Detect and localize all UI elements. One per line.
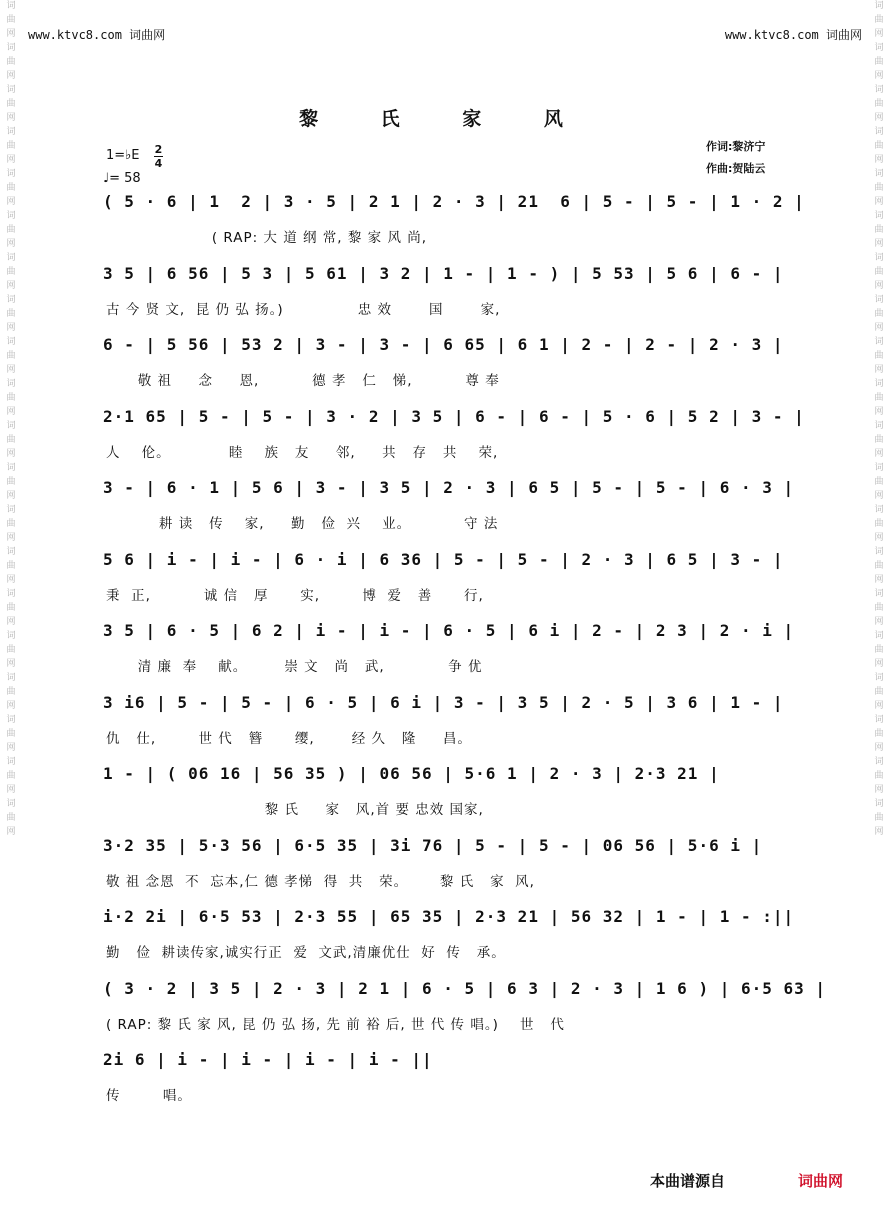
lyricist-credit: 作词:黎济宁 xyxy=(706,140,766,153)
watermark-char: 词 xyxy=(6,463,16,473)
watermark-char: 曲 xyxy=(6,351,16,361)
watermark-char: 词 xyxy=(6,547,16,557)
watermark-char: 网 xyxy=(6,701,16,711)
time-signature xyxy=(154,144,163,169)
watermark-char: 曲 xyxy=(6,603,16,613)
watermark-char: 网 xyxy=(6,407,16,417)
lyric-row: ( RAP: 黎 氏 家 风, 昆 仍 弘 扬, 先 前 裕 后, 世 代 传 唱。) 世 代 xyxy=(106,1017,565,1033)
watermark-char: 网 xyxy=(6,197,16,207)
watermark-char: 曲 xyxy=(874,435,884,445)
watermark-char: 词 xyxy=(6,715,16,725)
watermark-char: 网 xyxy=(6,491,16,501)
key-signature: 1=♭E xyxy=(106,148,140,163)
watermark-char: 词 xyxy=(874,379,884,389)
lyric-row: 人 伦。 睦 族 友 邻, 共 存 共 荣, xyxy=(106,445,499,461)
watermark-char: 词 xyxy=(6,337,16,347)
watermark-char: 网 xyxy=(874,743,884,753)
watermark-char: 曲 xyxy=(874,183,884,193)
watermark-char: 曲 xyxy=(6,729,16,739)
watermark-char: 词 xyxy=(6,85,16,95)
watermark-char: 网 xyxy=(874,71,884,81)
watermark-char: 词 xyxy=(874,463,884,473)
watermark-char: 网 xyxy=(874,449,884,459)
watermark-char: 词 xyxy=(874,799,884,809)
watermark-char: 曲 xyxy=(6,225,16,235)
watermark-char: 词 xyxy=(874,85,884,95)
notation-row: 3 - | 6 · 1 | 5 6 | 3 - | 3 5 | 2 · 3 | 6 5 | 5 - | 5 - | 6 · 3 | xyxy=(103,478,795,497)
watermark-char: 词 xyxy=(6,379,16,389)
watermark-char: 网 xyxy=(6,365,16,375)
watermark-char: 词 xyxy=(874,169,884,179)
watermark-char: 网 xyxy=(874,239,884,249)
watermark-char: 词 xyxy=(874,505,884,515)
watermark-char: 曲 xyxy=(6,477,16,487)
watermark-char: 网 xyxy=(874,533,884,543)
watermark-char: 词 xyxy=(6,43,16,53)
watermark-char: 曲 xyxy=(874,561,884,571)
lyric-row: ( RAP: 大 道 纲 常, 黎 家 风 尚, xyxy=(106,230,428,246)
watermark-char: 曲 xyxy=(874,729,884,739)
lyric-row: 耕 读 传 家, 勤 俭 兴 业。 守 法 xyxy=(106,516,499,532)
watermark-char: 词 xyxy=(874,589,884,599)
watermark-char: 网 xyxy=(874,29,884,39)
footer-brand: 词曲网 xyxy=(798,1172,844,1190)
watermark-char: 网 xyxy=(6,281,16,291)
watermark-char: 网 xyxy=(874,827,884,837)
watermark-char: 曲 xyxy=(874,519,884,529)
watermark-char: 曲 xyxy=(874,225,884,235)
watermark-char: 词 xyxy=(874,631,884,641)
watermark-char: 曲 xyxy=(6,645,16,655)
lyric-row: 清 廉 奉 献。 崇 文 尚 武, 争 优 xyxy=(106,659,483,675)
watermark-char: 曲 xyxy=(874,687,884,697)
watermark-char: 词 xyxy=(6,799,16,809)
notation-row: 3 i6 | 5 - | 5 - | 6 · 5 | 6 i | 3 - | 3 5 | 2 · 5 | 3 6 | 1 - | xyxy=(103,693,784,712)
time-signature-top: 2 xyxy=(154,143,163,156)
watermark-char: 词 xyxy=(6,505,16,515)
lyric-row: 传 唱。 xyxy=(106,1088,192,1104)
notation-row: 2i 6 | i - | i - | i - | i - || xyxy=(103,1050,433,1069)
notation-row: ( 5 · 6 | 1 2 | 3 · 5 | 2 1 | 2 · 3 | 21 6 | 5 - | 5 - | 1 · 2 | xyxy=(103,192,805,211)
notation-row: 3 5 | 6 56 | 5 3 | 5 61 | 3 2 | 1 - | 1 - ) | 5 53 | 5 6 | 6 - | xyxy=(103,264,784,283)
watermark-char: 曲 xyxy=(874,141,884,151)
tempo-marking: ♩= 58 xyxy=(103,171,141,186)
header-site-left: www.ktvc8.com 词曲网 xyxy=(28,28,166,42)
watermark-char: 网 xyxy=(874,365,884,375)
watermark-right-column xyxy=(868,0,890,1218)
lyric-row: 敬 祖 念 恩, 德 孝 仁 悌, 尊 奉 xyxy=(106,373,500,389)
watermark-char: 词 xyxy=(6,631,16,641)
watermark-char: 词 xyxy=(874,673,884,683)
watermark-char: 曲 xyxy=(874,603,884,613)
watermark-char: 曲 xyxy=(6,435,16,445)
watermark-char: 曲 xyxy=(874,645,884,655)
watermark-char: 曲 xyxy=(6,687,16,697)
time-signature-bottom: 4 xyxy=(154,157,163,170)
watermark-char: 词 xyxy=(874,421,884,431)
watermark-char: 网 xyxy=(6,155,16,165)
notation-row: 1 - | ( 06 16 | 56 35 ) | 06 56 | 5·6 1 | 2 · 3 | 2·3 21 | xyxy=(103,764,720,783)
watermark-char: 曲 xyxy=(6,57,16,67)
watermark-char: 词 xyxy=(6,253,16,263)
watermark-char: 曲 xyxy=(874,99,884,109)
watermark-char: 词 xyxy=(874,715,884,725)
watermark-char: 网 xyxy=(6,113,16,123)
watermark-char: 曲 xyxy=(6,519,16,529)
watermark-char: 曲 xyxy=(874,813,884,823)
watermark-char: 词 xyxy=(6,421,16,431)
footer-source-label: 本曲谱源自 xyxy=(650,1172,726,1190)
watermark-char: 曲 xyxy=(6,561,16,571)
watermark-char: 曲 xyxy=(6,813,16,823)
watermark-char: 词 xyxy=(874,295,884,305)
watermark-char: 曲 xyxy=(874,477,884,487)
notation-row: ( 3 · 2 | 3 5 | 2 · 3 | 2 1 | 6 · 5 | 6 3 | 2 · 3 | 1 6 ) | 6·5 63 | xyxy=(103,979,827,998)
watermark-char: 词 xyxy=(6,589,16,599)
notation-row: 3·2 35 | 5·3 56 | 6·5 35 | 3i 76 | 5 - | 5 - | 06 56 | 5·6 i | xyxy=(103,836,763,855)
watermark-char: 网 xyxy=(6,449,16,459)
watermark-char: 曲 xyxy=(6,15,16,25)
watermark-char: 词 xyxy=(6,295,16,305)
watermark-char: 词 xyxy=(6,673,16,683)
watermark-left-column xyxy=(0,0,22,1218)
watermark-char: 曲 xyxy=(6,771,16,781)
lyric-row: 古 今 贤 文, 昆 仍 弘 扬。) 忠 效 国 家, xyxy=(106,302,501,318)
watermark-char: 网 xyxy=(874,659,884,669)
notation-row: 5 6 | i - | i - | 6 · i | 6 36 | 5 - | 5 - | 2 · 3 | 6 5 | 3 - | xyxy=(103,550,784,569)
lyric-row: 敬 祖 念恩 不 忘本,仁 德 孝悌 得 共 荣。 黎 氏 家 风, xyxy=(106,874,535,890)
watermark-char: 曲 xyxy=(874,771,884,781)
watermark-char: 网 xyxy=(6,785,16,795)
notation-row: i·2 2i | 6·5 53 | 2·3 55 | 65 35 | 2·3 21 | 56 32 | 1 - | 1 - :|| xyxy=(103,907,795,926)
watermark-char: 词 xyxy=(874,1,884,11)
watermark-char: 网 xyxy=(6,575,16,585)
watermark-char: 网 xyxy=(6,827,16,837)
watermark-char: 曲 xyxy=(874,393,884,403)
lyric-row: 黎 氏 家 风,首 要 忠效 国家, xyxy=(106,802,484,818)
watermark-char: 曲 xyxy=(874,57,884,67)
lyric-row: 勤 俭 耕读传家,诚实行正 爱 文武,清廉优仕 好 传 承。 xyxy=(106,945,506,961)
watermark-char: 词 xyxy=(874,757,884,767)
watermark-char: 曲 xyxy=(6,309,16,319)
watermark-char: 网 xyxy=(6,533,16,543)
watermark-char: 网 xyxy=(874,113,884,123)
watermark-char: 曲 xyxy=(6,267,16,277)
watermark-char: 网 xyxy=(874,281,884,291)
watermark-char: 曲 xyxy=(6,393,16,403)
watermark-char: 词 xyxy=(6,211,16,221)
watermark-char: 词 xyxy=(874,253,884,263)
song-title: 黎 氏 家 风 xyxy=(299,108,591,130)
watermark-char: 网 xyxy=(874,407,884,417)
watermark-char: 曲 xyxy=(874,15,884,25)
watermark-char: 词 xyxy=(874,337,884,347)
lyric-row: 仇 仕, 世 代 簪 缨, 经 久 隆 昌。 xyxy=(106,731,472,747)
composer-credit: 作曲:贺陆云 xyxy=(706,162,766,175)
lyric-row: 秉 正, 诚 信 厚 实, 博 爱 善 行, xyxy=(106,588,484,604)
notation-row: 3 5 | 6 · 5 | 6 2 | i - | i - | 6 · 5 | 6 i | 2 - | 2 3 | 2 · i | xyxy=(103,621,795,640)
watermark-char: 网 xyxy=(874,575,884,585)
watermark-char: 网 xyxy=(6,617,16,627)
watermark-char: 网 xyxy=(874,323,884,333)
watermark-char: 网 xyxy=(6,239,16,249)
watermark-char: 曲 xyxy=(874,267,884,277)
watermark-char: 网 xyxy=(874,155,884,165)
notation-row: 6 - | 5 56 | 53 2 | 3 - | 3 - | 6 65 | 6 1 | 2 - | 2 - | 2 · 3 | xyxy=(103,335,784,354)
notation-row: 2·1 65 | 5 - | 5 - | 3 · 2 | 3 5 | 6 - | 6 - | 5 · 6 | 5 2 | 3 - | xyxy=(103,407,805,426)
watermark-char: 曲 xyxy=(6,183,16,193)
watermark-char: 词 xyxy=(874,547,884,557)
watermark-char: 词 xyxy=(874,211,884,221)
watermark-char: 曲 xyxy=(6,141,16,151)
watermark-char: 网 xyxy=(874,617,884,627)
watermark-char: 网 xyxy=(874,785,884,795)
watermark-char: 词 xyxy=(874,127,884,137)
watermark-char: 网 xyxy=(6,743,16,753)
header-site-right: www.ktvc8.com 词曲网 xyxy=(724,28,862,42)
watermark-char: 网 xyxy=(874,197,884,207)
watermark-char: 曲 xyxy=(874,351,884,361)
watermark-char: 网 xyxy=(874,701,884,711)
watermark-char: 曲 xyxy=(874,309,884,319)
watermark-char: 曲 xyxy=(6,99,16,109)
watermark-char: 词 xyxy=(6,127,16,137)
watermark-char: 词 xyxy=(6,757,16,767)
watermark-char: 网 xyxy=(6,71,16,81)
watermark-char: 网 xyxy=(6,659,16,669)
watermark-char: 词 xyxy=(6,169,16,179)
watermark-char: 网 xyxy=(874,491,884,501)
watermark-char: 词 xyxy=(6,1,16,11)
watermark-char: 网 xyxy=(6,29,16,39)
watermark-char: 词 xyxy=(874,43,884,53)
watermark-char: 网 xyxy=(6,323,16,333)
